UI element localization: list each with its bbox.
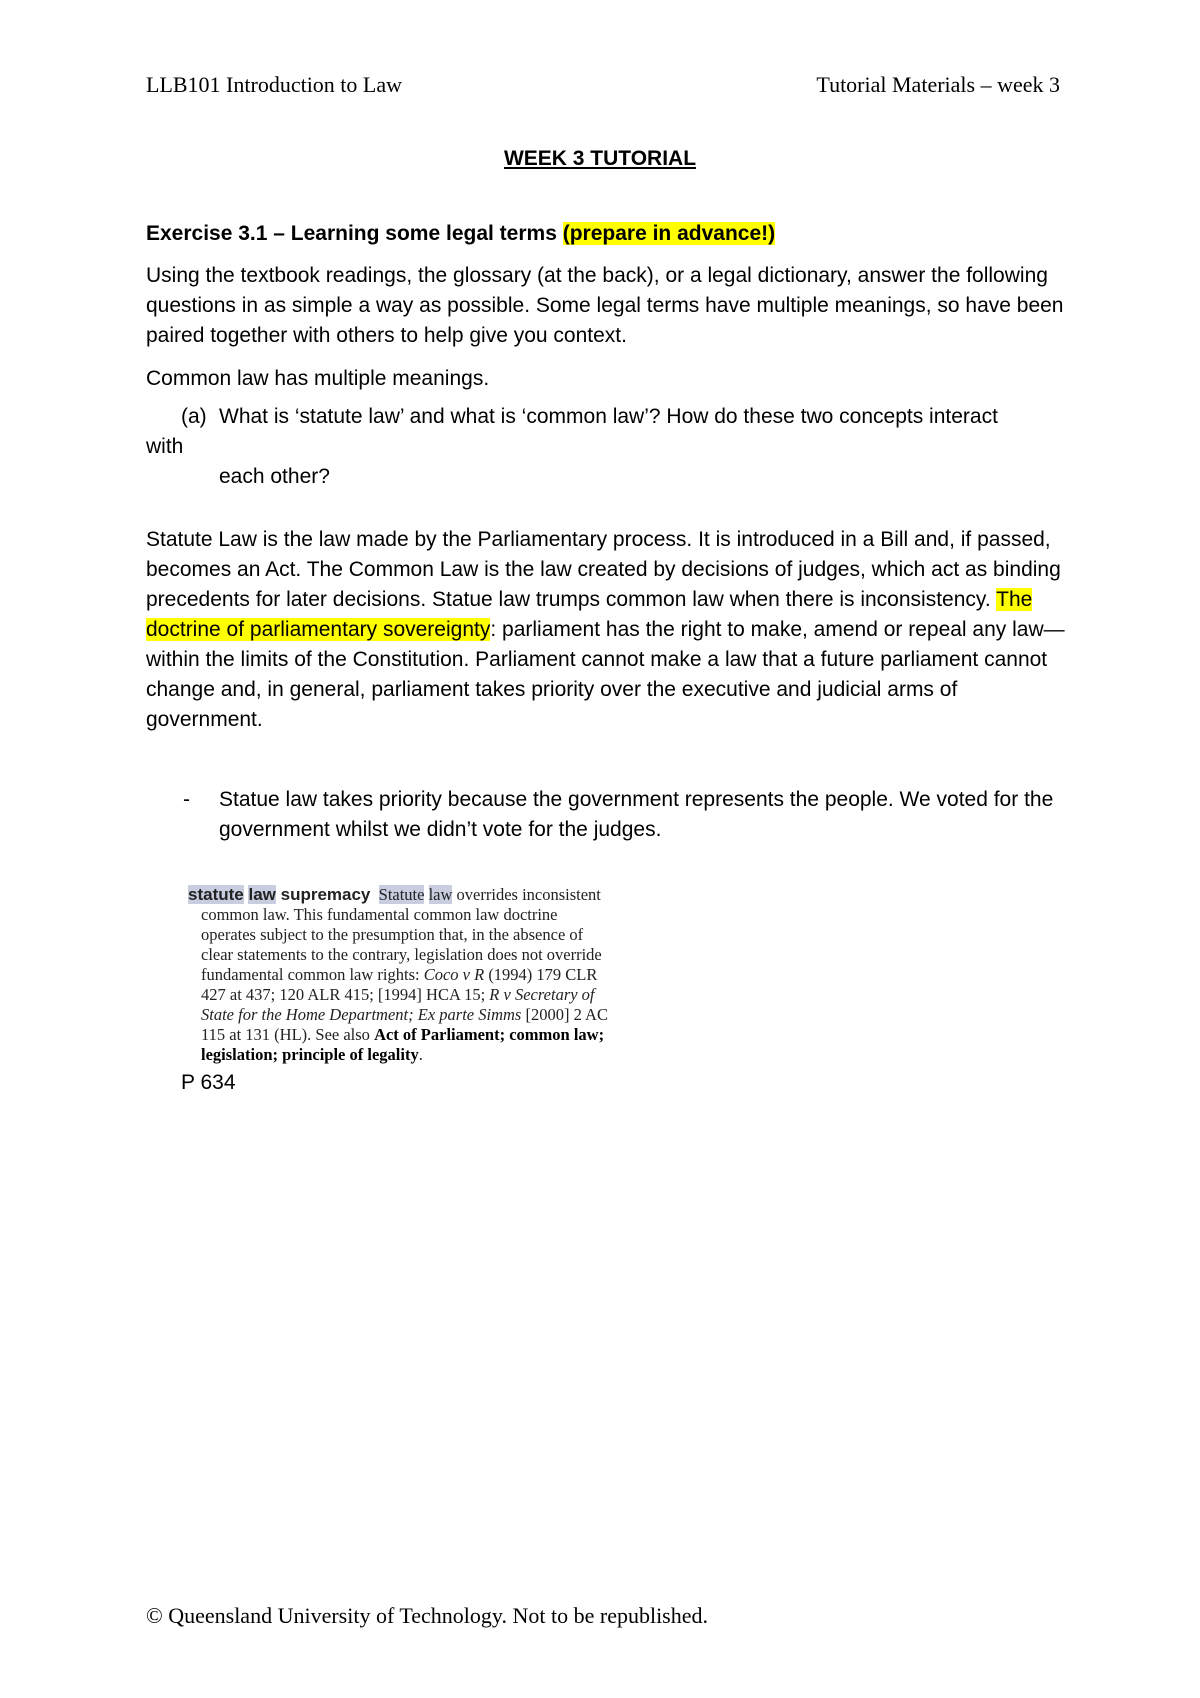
excerpt-line-2: common law. This fundamental common law doctrine: [201, 905, 558, 924]
excerpt-line-8: [188, 1025, 632, 1045]
bullet-marker: -: [183, 788, 190, 811]
question-line-2: with: [146, 435, 184, 458]
excerpt-case-coco: Coco v R: [423, 965, 485, 984]
excerpt-line-3: operates subject to the presumption that, in the absence of: [201, 925, 584, 944]
term-word-law: law: [248, 885, 276, 904]
question-label: (a): [181, 405, 207, 428]
exercise-heading-text: Exercise 3.1 – Learning some legal terms: [146, 222, 563, 245]
page-title: WEEK 3 TUTORIAL: [503, 147, 697, 170]
excerpt-term: [188, 885, 370, 904]
question-a: [181, 405, 998, 429]
excerpt-line-4: clear statements to the contrary, legislation does not override: [201, 945, 602, 964]
common-law-note: Common law has multiple meanings.: [146, 367, 490, 390]
answer-highlight: The doctrine of parliamentary sovereignty: [146, 588, 1033, 641]
answer-text-end: : parliament has the right to make, amend or repeal any law—within the limits of the Constitution. Parliament cannot make a law that a future parliament cannot change and, in general, parliament takes priority over the executive and judicial arms of government.: [146, 618, 1065, 731]
exercise-heading: [146, 219, 1076, 249]
excerpt-line-6-start: 427 at 437; 120 ALR 415; [1994] HCA 15;: [201, 985, 490, 1004]
bullet-text: Statue law takes priority because the government represents the people. We voted for the government whilst we didn’t vote for the judges.: [219, 788, 1054, 841]
excerpt-line-1-rest: overrides inconsistent: [452, 885, 601, 904]
excerpt-line-9-end: .: [418, 1045, 423, 1064]
answer-paragraph: [146, 525, 1076, 735]
excerpt-line-7: [188, 1005, 632, 1025]
glossary-excerpt: [188, 885, 632, 1065]
header-course-title: LLB101 Introduction to Law: [146, 72, 403, 97]
question-line-3: each other?: [219, 465, 330, 488]
excerpt-line-7-end: [2000] 2 AC: [521, 1005, 608, 1024]
def-word-statute: Statute: [378, 885, 425, 904]
footer-copyright: © Queensland University of Technology. Not to be republished.: [146, 1603, 709, 1628]
term-word-supremacy: supremacy: [280, 885, 371, 904]
answer-text-start: Statute Law is the law made by the Parliamentary process. It is introduced in a Bill and, if passed, becomes an Act. The Common Law is the law created by decisions of judges, which act as binding precedents for later decisions. Statue law trumps common law when there is inconsistency.: [146, 528, 1061, 611]
exercise-heading-highlight: (prepare in advance!): [562, 222, 776, 245]
header-materials-label: Tutorial Materials – week 3: [816, 72, 1060, 97]
excerpt-line-5-start: fundamental common law rights:: [201, 965, 424, 984]
term-word-statute: statute: [188, 885, 244, 904]
def-word-law: law: [428, 885, 453, 904]
excerpt-line-5: [188, 965, 632, 985]
page-reference: P 634: [181, 1071, 236, 1094]
excerpt-case-simms: State for the Home Department; Ex parte Simms: [201, 1005, 522, 1024]
excerpt-case-secretary: R v Secretary of: [489, 985, 595, 1004]
excerpt-line-9: [188, 1045, 632, 1065]
excerpt-line-6: [188, 985, 632, 1005]
question-line-1: What is ‘statute law’ and what is ‘common law’? How do these two concepts interact: [219, 405, 998, 428]
excerpt-see-also-2: legislation; principle of legality: [201, 1045, 419, 1064]
excerpt-line-8-start: 115 at 131 (HL). See also: [201, 1025, 375, 1044]
excerpt-see-also-1: Act of Parliament; common law;: [374, 1025, 605, 1044]
excerpt-line-1: [188, 885, 632, 905]
excerpt-line-5-end: (1994) 179 CLR: [484, 965, 598, 984]
exercise-intro: Using the textbook readings, the glossary (at the back), or a legal dictionary, answer the following questions in as simple a way as possible. Some legal terms have multiple meanings, so have been paired together with others to help give you context.: [146, 264, 1064, 347]
